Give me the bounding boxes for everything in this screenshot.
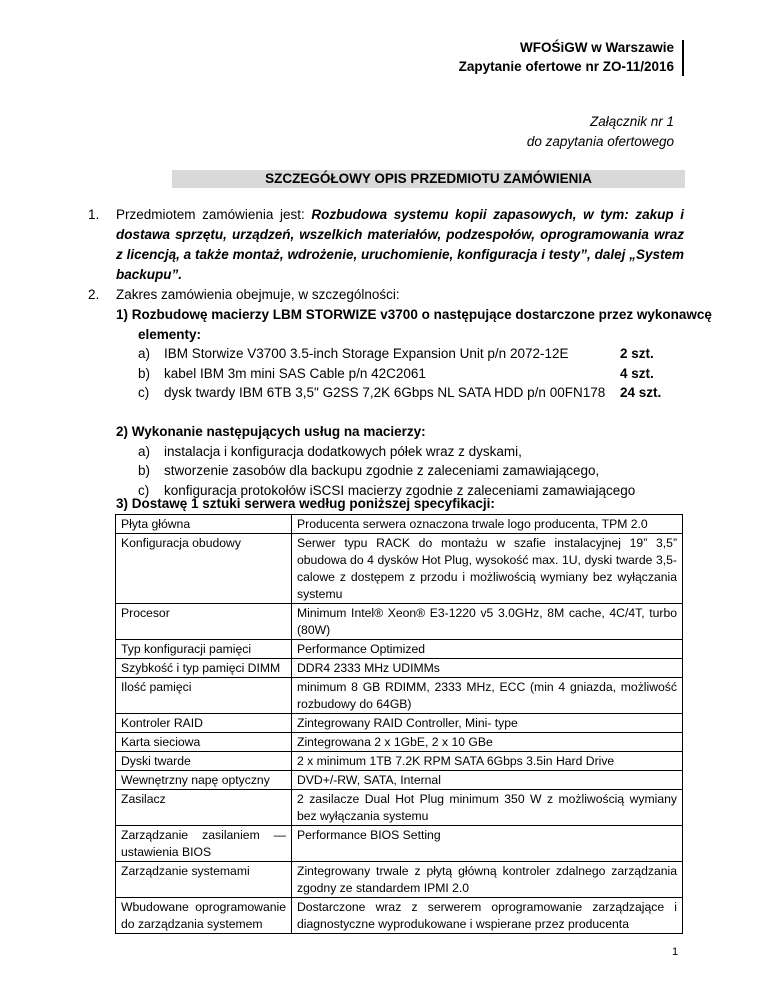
spec-name: Konfiguracja obudowy: [116, 534, 292, 604]
spec-value: Zintegrowana 2 x 1GbE, 2 x 10 GBe: [292, 733, 683, 752]
item-1-paragraph: [116, 205, 684, 285]
spec-value: Dostarczone wraz z serwerem oprogramowanie zarządzające i diagnostyczne wyprodukowane i wspierane przez producenta: [292, 898, 683, 934]
header-divider: [682, 40, 684, 76]
spec-name: Typ konfiguracji pamięci: [116, 640, 292, 659]
section-1-item-c-label: c): [138, 385, 150, 400]
section-3-heading: 3) Dostawę 1 sztuki serwera według poniższej specyfikacji:: [116, 496, 495, 511]
attachment-number: Załącznik nr 1: [589, 114, 674, 129]
spec-name: Zasilacz: [116, 790, 292, 826]
section-1-item-b-label: b): [138, 366, 151, 381]
table-row: [116, 534, 683, 604]
table-row: [116, 604, 683, 640]
spec-name: Kontroler RAID: [116, 714, 292, 733]
table-row: [116, 659, 683, 678]
item-1-prefix: Przedmiotem zamówienia jest:: [116, 207, 312, 222]
item-2-number: 2.: [88, 287, 100, 302]
table-row: [116, 826, 683, 862]
table-row: [116, 752, 683, 771]
section-2-item-c-text: konfiguracja protokołów iSCSI macierzy zgodnie z zaleceniami zamawiającego: [164, 483, 636, 498]
section-1-item-a-label: a): [138, 346, 151, 361]
section-1-item-c-text: dysk twardy IBM 6TB 3,5" G2SS 7,2K 6Gbps NL SATA HDD p/n 00FN178: [164, 385, 606, 400]
attachment-description: do zapytania ofertowego: [526, 134, 674, 149]
server-spec-table: [115, 514, 683, 934]
page-number: 1: [672, 946, 679, 958]
spec-value: Serwer typu RACK do montażu w szafie instalacyjnej 19” 3,5” obudowa do 4 dysków Hot Plug, wysokość max. 1U, dyski twarde 3,5-calowe z dostępem z przodu i możliwością wymiany bez wyłączania systemu: [292, 534, 683, 604]
item-1-number: 1.: [88, 207, 100, 222]
spec-value: Performance BIOS Setting: [292, 826, 683, 862]
section-1-heading: 1) Rozbudowę macierzy LBM STORWIZE v3700 o następujące dostarczone przez wykonawcę: [116, 307, 712, 322]
section-1-item-c-qty: 24 szt.: [620, 385, 662, 400]
table-row: [116, 790, 683, 826]
table-row: [116, 733, 683, 752]
spec-value: 2 x minimum 1TB 7.2K RPM SATA 6Gbps 3.5in Hard Drive: [292, 752, 683, 771]
section-2-item-b-label: b): [138, 463, 151, 478]
section-1-heading-cont: elementy:: [138, 327, 202, 342]
spec-name: Karta sieciowa: [116, 733, 292, 752]
page-title: SZCZEGÓŁOWY OPIS PRZEDMIOTU ZAMÓWIENIA: [172, 170, 685, 188]
section-2-heading: 2) Wykonanie następujących usług na macierzy:: [116, 424, 426, 439]
spec-value: Producenta serwera oznaczona trwale logo producenta, TPM 2.0: [292, 515, 683, 534]
spec-value: Zintegrowany RAID Controller, Mini- type: [292, 714, 683, 733]
spec-value: DDR4 2333 MHz UDIMMs: [292, 659, 683, 678]
item-2-text: Zakres zamówienia obejmuje, w szczególności:: [116, 287, 400, 302]
section-1-item-a-qty: 2 szt.: [620, 346, 654, 361]
spec-value: DVD+/-RW, SATA, Internal: [292, 771, 683, 790]
section-2-item-a-text: instalacja i konfiguracja dodatkowych półek wraz z dyskami,: [164, 444, 522, 459]
header-org: WFOŚiGW w Warszawie: [519, 40, 674, 55]
table-row: [116, 862, 683, 898]
spec-value: Minimum Intel® Xeon® E3-1220 v5 3.0GHz, 8M cache, 4C/4T, turbo (80W): [292, 604, 683, 640]
spec-name: Szybkość i typ pamięci DIMM: [116, 659, 292, 678]
table-row: [116, 714, 683, 733]
table-row: [116, 771, 683, 790]
section-2-item-c-label: c): [138, 483, 150, 498]
section-1-item-a-text: IBM Storwize V3700 3.5-inch Storage Expansion Unit p/n 2072-12E: [164, 346, 569, 361]
spec-name: Zarządzanie systemami: [116, 862, 292, 898]
spec-name: Wewnętrzny napę optyczny: [116, 771, 292, 790]
table-row: [116, 678, 683, 714]
table-row: [116, 898, 683, 934]
spec-name: Wbudowane oprogramowanie do zarządzania systemem: [116, 898, 292, 934]
section-1-item-b-text: kabel IBM 3m mini SAS Cable p/n 42C2061: [164, 366, 426, 381]
item-1-emphasis: Rozbudowa systemu kopii zapasowych, w tym: zakup i dostawa sprzętu, urządzeń, wszelkich materiałów, podzespołów, oprogramowania wraz z licencją, a także montaż, wdrożenie, uruchomienie, konfiguracja i testy”, dalej „System backupu”.: [116, 207, 684, 282]
section-1-item-b-qty: 4 szt.: [620, 366, 654, 381]
table-row: [116, 515, 683, 534]
spec-name: Zarządzanie zasilaniem — ustawienia BIOS: [116, 826, 292, 862]
spec-name: Ilość pamięci: [116, 678, 292, 714]
section-2-item-b-text: stworzenie zasobów dla backupu zgodnie z zaleceniami zamawiającego,: [164, 463, 600, 478]
section-2-item-a-label: a): [138, 444, 151, 459]
spec-name: Procesor: [116, 604, 292, 640]
header-ref: Zapytanie ofertowe nr ZO-11/2016: [458, 59, 674, 74]
spec-value: Zintegrowany trwale z płytą główną kontroler zdalnego zarządzania zgodny ze standardem IPMI 2.0: [292, 862, 683, 898]
spec-name: Dyski twarde: [116, 752, 292, 771]
table-row: [116, 640, 683, 659]
spec-name: Płyta główna: [116, 515, 292, 534]
spec-value: 2 zasilacze Dual Hot Plug minimum 350 W z możliwością wymiany bez wyłączania systemu: [292, 790, 683, 826]
spec-value: Performance Optimized: [292, 640, 683, 659]
spec-value: minimum 8 GB RDIMM, 2333 MHz, ECC (min 4 gniazda, możliwość rozbudowy do 64GB): [292, 678, 683, 714]
